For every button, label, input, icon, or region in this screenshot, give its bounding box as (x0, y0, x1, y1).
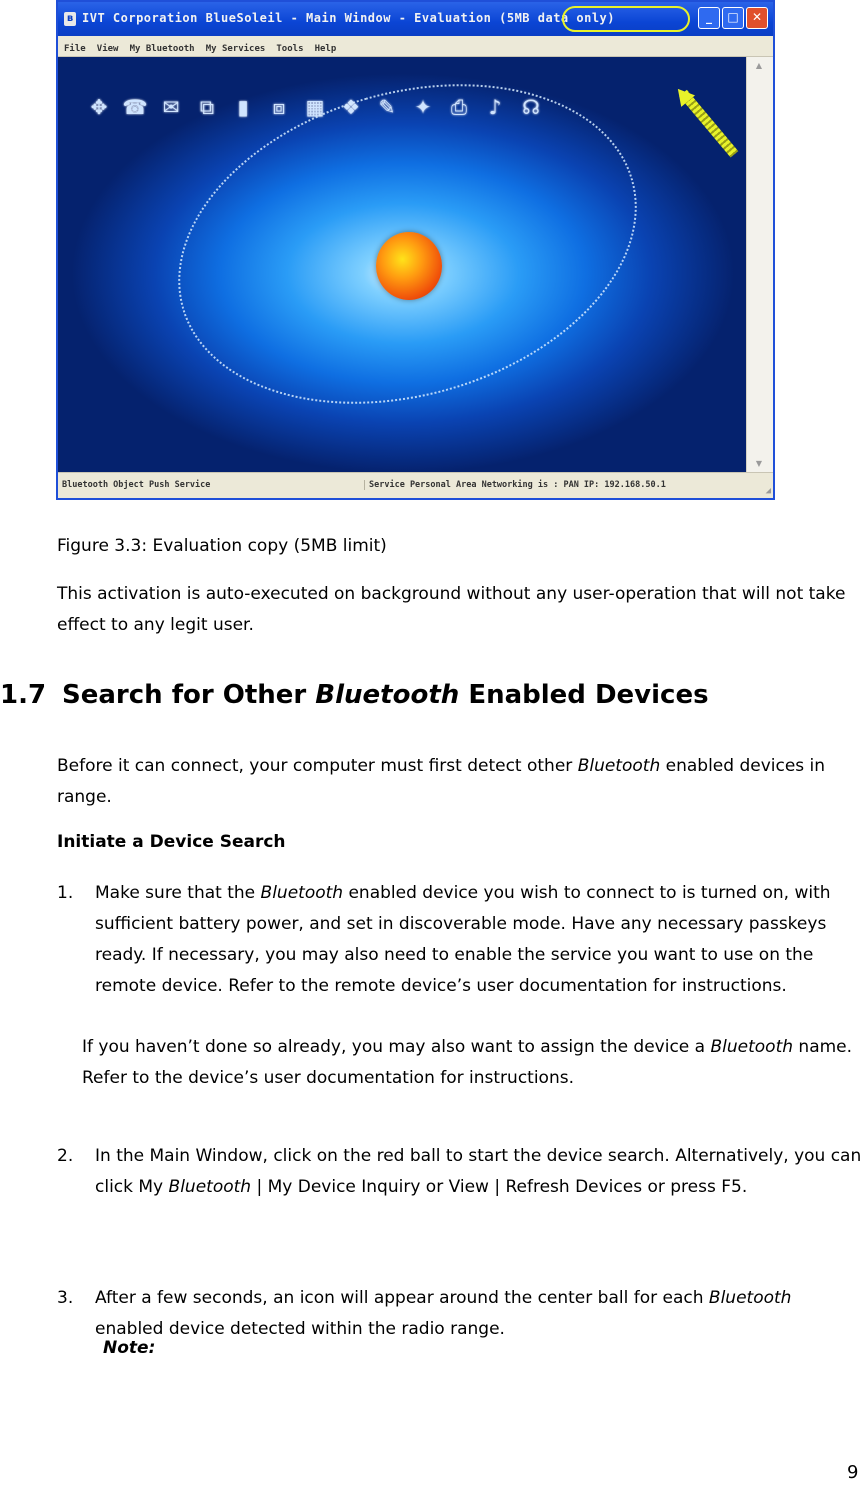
step-number: 1. (57, 883, 74, 903)
text-run: | My Device Inquiry or View | Refresh Devices or press F5. (251, 1177, 748, 1197)
scroll-down-arrow-icon[interactable]: ▼ (755, 459, 763, 468)
activation-paragraph: This activation is auto-executed on background without any user-operation that will not take effect to any legit user. (57, 584, 846, 635)
step-number: 3. (57, 1288, 74, 1308)
text-run: enabled devices in range. (57, 756, 826, 807)
text-run: enabled device detected within the radio range. (95, 1319, 505, 1339)
menu-my-bluetooth[interactable]: My Bluetooth (129, 44, 195, 54)
printer-icon[interactable]: ⎙ (451, 95, 467, 119)
step-text (95, 1141, 861, 1203)
network-icon[interactable]: ⧈ (272, 95, 286, 119)
scroll-up-arrow-icon[interactable]: ▲ (755, 61, 763, 70)
minimize-button[interactable]: _ (698, 7, 720, 29)
hid-mouse-icon[interactable]: ✎ (378, 95, 396, 119)
lan-access-icon[interactable]: ⧉ (199, 95, 215, 119)
window-title: IVT Corporation BlueSoleil - Main Window - Evaluation (5MB data only) (82, 11, 615, 25)
section-title-part2: Enabled Devices (459, 680, 709, 710)
vertical-scrollbar[interactable] (746, 57, 773, 473)
text-run: Before it can connect, your computer must first detect other (57, 756, 578, 776)
bluetooth-italic: Bluetooth (168, 1177, 252, 1197)
resize-grip-icon[interactable]: ◢ (765, 486, 771, 496)
status-service-left: Bluetooth Object Push Service (62, 480, 211, 490)
device-radar-canvas (58, 57, 748, 473)
bluesoleil-app-icon: ʙ (64, 12, 76, 26)
menu-bar (58, 36, 773, 57)
evaluation-highlight-circle (562, 6, 690, 32)
fax-icon[interactable]: ✉ (162, 95, 180, 119)
serial-port-icon[interactable]: ❖ (342, 95, 360, 119)
text-run: enabled device you wish to connect to is turned on, with sufficient battery power, and set in discoverable mode. Have any necessary passkeys ready. If necessary, you may also need to enable the service you want to use on the remote device. Refer to the remote device’s user documentation for instructions. (95, 883, 831, 996)
status-bar (58, 472, 773, 498)
section-title-italic: Bluetooth (315, 680, 460, 710)
dial-up-networking-icon[interactable]: ☎ (122, 95, 148, 119)
window-titlebar (58, 2, 773, 36)
page-number: 9 (847, 1462, 859, 1483)
sync-icon[interactable]: ✦ (414, 95, 432, 119)
text-run: In the Main Window, click on the red ball to start the device search. Alternatively, you can click My (95, 1146, 861, 1197)
close-button[interactable]: ✕ (746, 7, 768, 29)
headset-icon[interactable]: ☊ (522, 95, 540, 119)
text-run: If you haven’t done so already, you may also want to assign the device a (82, 1037, 711, 1057)
menu-tools[interactable]: Tools (276, 44, 304, 54)
bluetooth-italic: Bluetooth (708, 1288, 792, 1308)
text-run: Make sure that the (95, 883, 261, 903)
bluesoleil-main-window-screenshot (56, 0, 775, 500)
menu-file[interactable]: File (64, 44, 86, 54)
file-transfer-icon[interactable]: ▮ (237, 95, 249, 119)
status-pan-info: Service Personal Area Networking is : PAN IP: 192.168.50.1 (364, 480, 666, 490)
maximize-button[interactable]: □ (722, 7, 744, 29)
section-intro-paragraph (57, 751, 857, 813)
bluetooth-italic: Bluetooth (577, 756, 661, 776)
audio-gateway-icon[interactable]: ♪ (488, 95, 502, 119)
personal-area-network-icon[interactable]: ✥ (90, 95, 108, 119)
menu-help[interactable]: Help (314, 44, 337, 54)
section-number: 1.7 (0, 680, 47, 710)
note-label: Note: (103, 1338, 156, 1358)
section-heading (0, 680, 709, 710)
menu-view[interactable]: View (96, 44, 119, 54)
menu-my-services[interactable]: My Services (205, 44, 266, 54)
bluetooth-italic: Bluetooth (710, 1037, 794, 1057)
device-search-red-ball[interactable] (376, 232, 442, 300)
text-run: name. Refer to the device’s user documentation for instructions. (82, 1037, 853, 1088)
bluetooth-italic: Bluetooth (260, 883, 344, 903)
object-push-icon[interactable]: ▦ (305, 95, 325, 119)
step-text (95, 1283, 861, 1345)
subheading-initiate-search: Initiate a Device Search (57, 832, 286, 852)
step-number: 2. (57, 1146, 74, 1166)
figure-caption: Figure 3.3: Evaluation copy (5MB limit) (57, 536, 387, 556)
step-1-followup-paragraph (82, 1032, 861, 1094)
section-title-part1: Search for Other (62, 680, 316, 710)
text-run: After a few seconds, an icon will appear around the center ball for each (95, 1288, 709, 1308)
step-text (95, 878, 861, 1002)
